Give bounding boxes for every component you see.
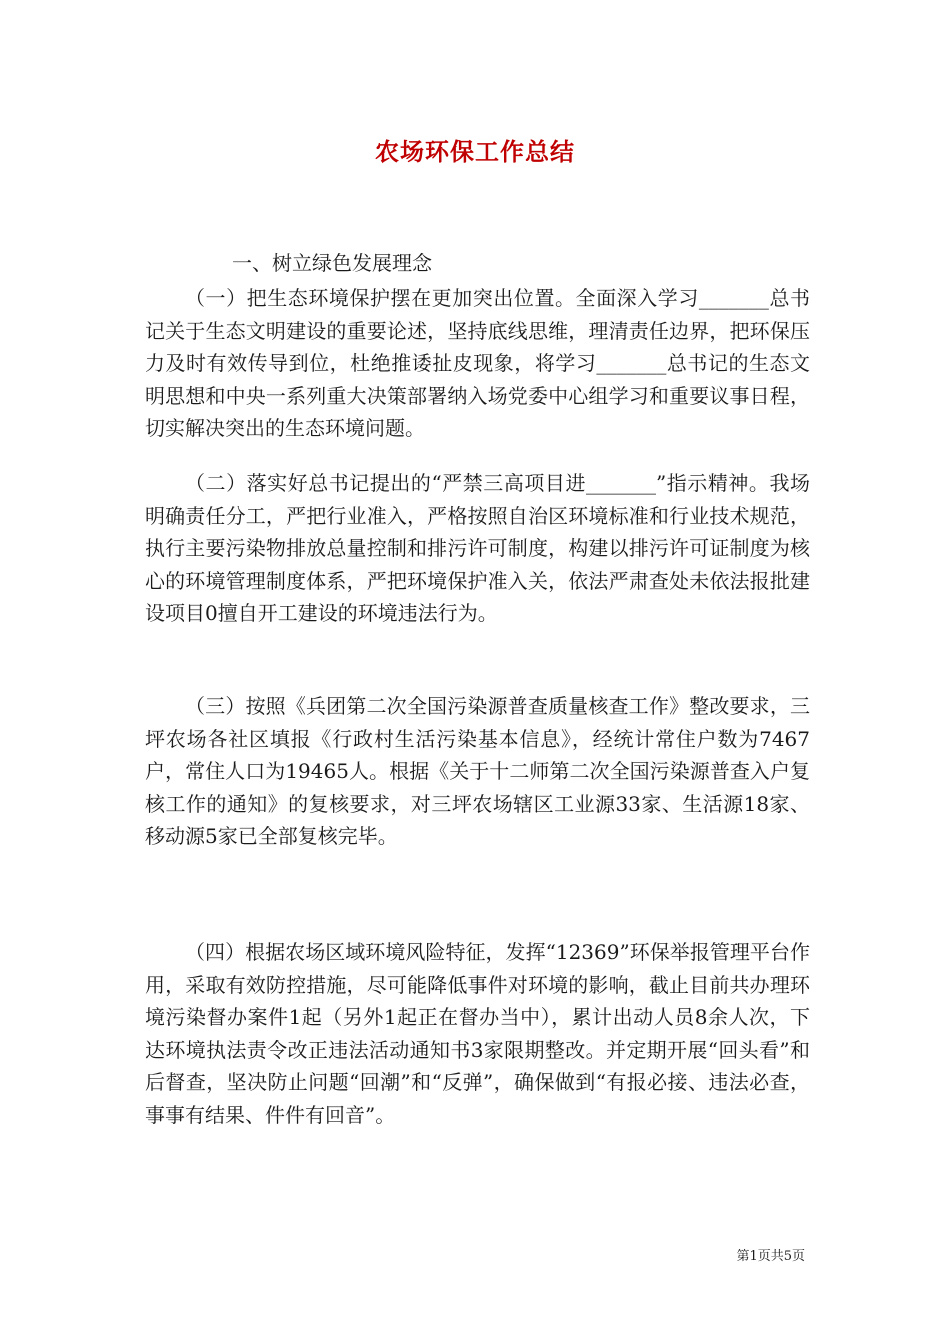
paragraph-3: （三）按照《兵团第二次全国污染源普查质量核查工作》整改要求，三坪农场各社区填报《行政村生活污染基本信息》，经统计常住户数为7467户，常住人口为19465人。根据《关于十二师第二次全国污染源普查入户复核工作的通知》的复核要求，对三坪农场辖区工业源33家、生活源18家、移动源5家已全部复核完毕。 — [145, 694, 810, 849]
paragraph-1: （一）把生态环境保护摆在更加突出位置。全面深入学习_______总书记关于生态文明建设的重要论述，坚持底线思维，理清责任边界，把环保压力及时有效传导到位，杜绝推诿扯皮现象，将学习_______总书记的生态文明思想和中央一系列重大决策部署纳入场党委中心组学习和重要议事日程，切实解决突出的生态环境问题。 — [145, 286, 810, 441]
paragraph-2: （二）落实好总书记提出的“严禁三高项目进_______”指示精神。我场明确责任分工，严把行业准入，严格按照自治区环境标准和行业技术规范，执行主要污染物排放总量控制和排污许可制度，构建以排污许可证制度为核心的环境管理制度体系，严把环境保护准入关，依法严肃查处未依法报批建设项目0擅自开工建设的环境违法行为。 — [145, 471, 810, 626]
paragraph-4: （四）根据农场区域环境风险特征，发挥“12369”环保举报管理平台作用，采取有效防控措施，尽可能降低事件对环境的影响，截止目前共办理环境污染督办案件1起（另外1起正在督办当中），累计出动人员8余人次，下达环境执法责令改正违法活动通知书3家限期整改。并定期开展“回头看”和后督查，坚决防止问题“回潮”和“反弹”，确保做到“有报必接、违法必查，事事有结果、件件有回音”。 — [145, 940, 810, 1127]
page-title: 农场环保工作总结 — [375, 137, 575, 166]
section-heading: 一、树立绿色发展理念 — [232, 251, 432, 275]
page-number-footer: 第1页共5页 — [736, 1249, 805, 1264]
